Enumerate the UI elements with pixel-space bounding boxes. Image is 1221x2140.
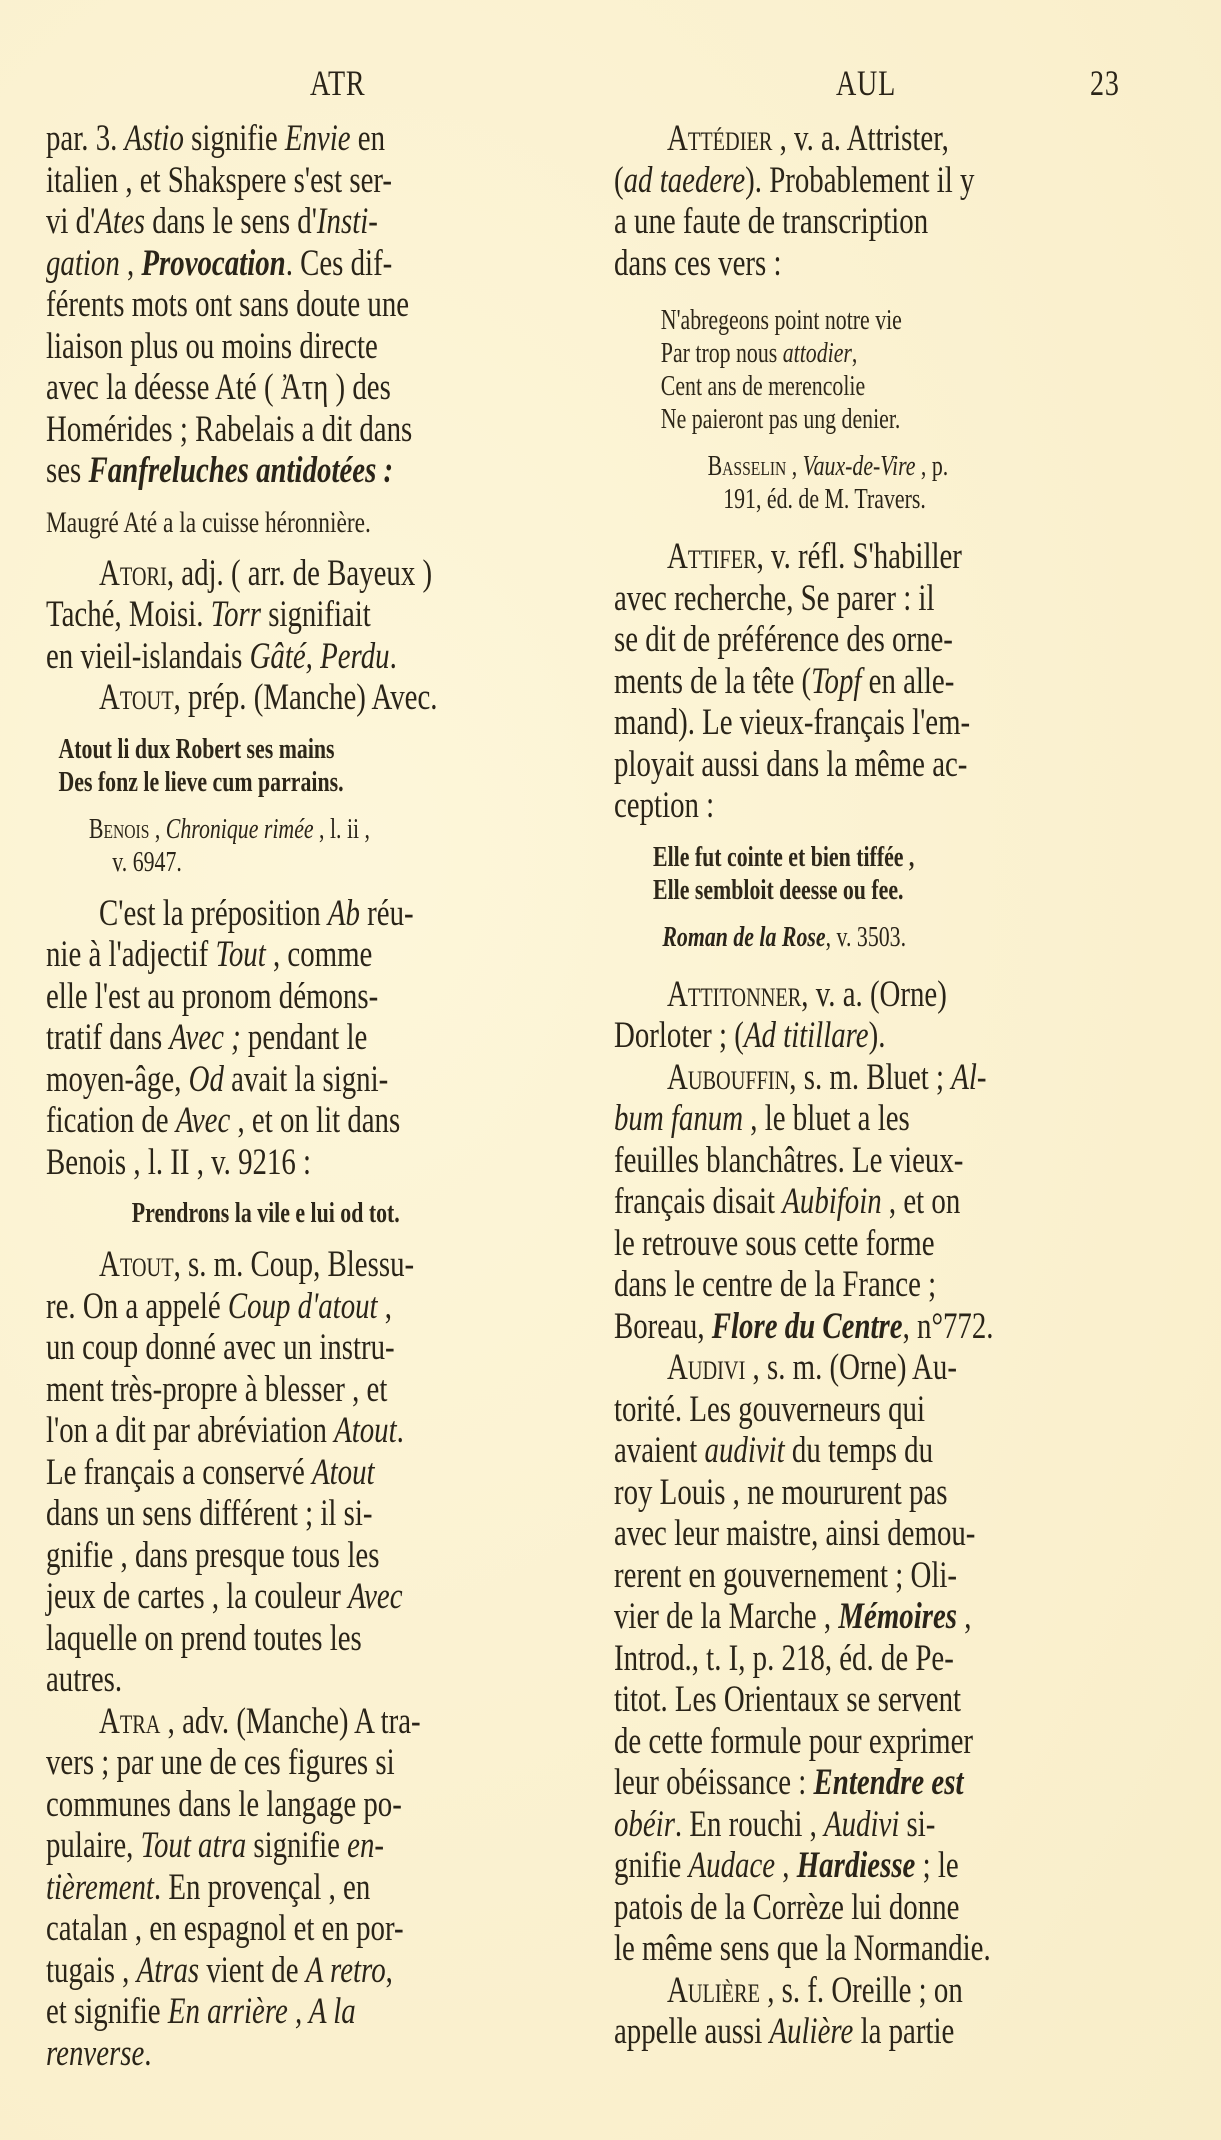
text-line: Atori, adj. ( arr. de Bayeux ): [99, 552, 433, 594]
text-line: dans un sens différent ; il si-: [46, 1493, 373, 1534]
page-number: 23: [1090, 63, 1120, 103]
text-line: rerent en gouvernement ; Oli-: [614, 1554, 957, 1596]
text-line: catalan , en espagnol et en por-: [46, 1908, 404, 1949]
text-line: avec la déesse Até ( Ἀτη ) des: [46, 367, 391, 408]
verse-line: Atout li dux Robert ses mains: [58, 733, 335, 765]
text-line: laquelle on prend toutes les: [46, 1617, 362, 1659]
text-line: Introd., t. I, p. 218, éd. de Pe-: [614, 1637, 954, 1679]
headword: Audivi: [667, 1347, 746, 1388]
text-line: avec leur maistre, ainsi demou-: [614, 1513, 976, 1554]
text-line: Le français a conservé Atout: [46, 1451, 375, 1493]
entry-attifer: [614, 536, 1144, 827]
text-line: re. On a appelé Coup d'atout ,: [46, 1285, 393, 1327]
text-line: l'on a dit par abréviation Atout.: [46, 1410, 404, 1451]
text-line: jeux de cartes , la couleur Avec: [46, 1576, 403, 1617]
verse-line: N'abregeons point notre vie: [660, 305, 902, 336]
text-line: Dorloter ; (Ad titillare).: [614, 1015, 886, 1056]
citation: [89, 813, 576, 879]
text-line: ception :: [614, 785, 715, 826]
verse-line: Cent ans de merencolie: [660, 371, 866, 402]
entry-auliere: [614, 1970, 1144, 2053]
text-line: autres.: [46, 1659, 123, 1700]
right-column: [614, 118, 1144, 2053]
verse-line: Elle sembloit deesse ou fee.: [653, 874, 904, 906]
text-line: Atra , adv. (Manche) A tra-: [99, 1700, 421, 1742]
verse-quote: Maugré Até a la cuisse héronnière.: [46, 505, 371, 539]
text-line: a une faute de transcription: [614, 201, 929, 242]
text-line: Attitonner, v. a. (Orne): [667, 973, 947, 1015]
headword: Atout: [99, 677, 174, 718]
text-line: dans le centre de la France ;: [614, 1264, 937, 1305]
text-line: Atout, prép. (Manche) Avec.: [99, 677, 438, 718]
text-line: se dit de préférence des orne-: [614, 619, 953, 660]
text-line: bum fanum , le bluet a les: [614, 1098, 910, 1139]
verse-line: Des fonz le lieve cum parrains.: [58, 766, 344, 798]
running-head-left: ATR: [310, 63, 366, 103]
text-line: appelle aussi Aulière la partie: [614, 2011, 955, 2052]
text-line: ses Fanfreluches antidotées :: [46, 450, 394, 491]
text-line: vi d'Ates dans le sens d'Insti-: [46, 201, 378, 242]
verse-quote: [58, 733, 576, 799]
text-line: (ad taedere). Probablement il y: [614, 159, 975, 201]
text-line: roy Louis , ne moururent pas: [614, 1471, 948, 1513]
text-line: avaient audivit du temps du: [614, 1430, 934, 1471]
text-line: Homérides ; Rabelais a dit dans: [46, 408, 413, 450]
verse-quote: [661, 304, 1145, 436]
text-line: Boreau, Flore du Centre, n°772.: [614, 1305, 994, 1347]
entry-attitonner: [614, 974, 1144, 1057]
text-line: pulaire, Tout atra signifie en-: [46, 1825, 385, 1866]
text-line: gnifie , dans presque tous les: [46, 1534, 380, 1576]
text-line: Aubouffin, s. m. Bluet ; Al-: [667, 1056, 987, 1098]
verse-line: Ne paieront pas ung denier.: [660, 404, 901, 435]
running-head-right: AUL: [836, 63, 897, 103]
text-line: feuilles blanchâtres. Le vieux-: [614, 1139, 964, 1181]
left-column: [46, 118, 576, 2074]
text-line: vers ; par une de ces figures si: [46, 1742, 395, 1783]
text-line: tugais , Atras vient de A retro,: [46, 1949, 393, 1991]
citation: [708, 450, 1145, 516]
text-line: de cette formule pour exprimer: [614, 1720, 973, 1762]
text-line: Basselin , Vaux-de-Vire , p.: [707, 451, 949, 482]
headword: Aubouffin: [667, 1056, 790, 1098]
headword: Aulière: [667, 1969, 760, 2011]
text-line: moyen-âge, Od avait la signi-: [46, 1058, 389, 1100]
text-line: français disait Aubifoin , et on: [614, 1181, 961, 1222]
text-line: tièrement. En provençal , en: [46, 1866, 371, 1908]
entry-atori: [46, 553, 576, 678]
text-line: 191, éd. de M. Travers.: [723, 484, 926, 515]
text-line: tratif dans Avec ; pendant le: [46, 1017, 368, 1058]
headword: Attitonner: [667, 973, 802, 1015]
entry-atout-noun: [46, 1244, 576, 1701]
text-line: le même sens que la Normandie.: [614, 1928, 991, 1969]
text-line: fication de Avec , et on lit dans: [46, 1100, 401, 1141]
verse-quote: Prendrons la vile e lui od tot.: [131, 1198, 400, 1229]
text-line: leur obéissance : Entendre est: [614, 1762, 964, 1803]
text-line: C'est la préposition Ab réu-: [99, 892, 414, 934]
text-line: italien , et Shakspere s'est ser-: [46, 159, 393, 201]
citation: [662, 921, 1144, 954]
headword: Attédier: [667, 118, 773, 159]
text-line: vier de la Marche , Mémoires ,: [614, 1596, 972, 1637]
text-line: ments de la tête (Topf en alle-: [614, 660, 955, 702]
entry-aubouffin: [614, 1057, 1144, 1348]
text-line: torité. Les gouverneurs qui: [614, 1388, 925, 1430]
text-line: renverse.: [46, 2032, 152, 2074]
text-line: patois de la Corrèze lui donne: [614, 1886, 960, 1928]
headword: Atori: [99, 552, 167, 594]
text-line: ployait aussi dans la même ac-: [614, 743, 968, 785]
text-line: le retrouve sous cette forme: [614, 1222, 935, 1264]
paragraph-ate-continued: [46, 118, 576, 492]
text-line: férents mots ont sans doute une: [46, 284, 410, 325]
verse-line: Par trop nous attodier,: [660, 338, 858, 369]
entry-attedier: [614, 118, 1144, 284]
text-line: en vieil-islandais Gâté, Perdu.: [46, 635, 397, 677]
text-line: obéir. En rouchi , Audivi si-: [614, 1803, 936, 1845]
entry-audivi: [614, 1347, 1144, 1970]
text-line: Atout, s. m. Coup, Blessu-: [99, 1244, 415, 1285]
text-line: Attédier , v. a. Attrister,: [667, 118, 949, 159]
text-line: nie à l'adjectif Tout , comme: [46, 934, 373, 975]
text-line: et signifie En arrière , A la: [46, 1991, 356, 2032]
text-line: dans ces vers :: [614, 242, 782, 284]
verse-line: Elle fut cointe et bien tiffée ,: [653, 841, 915, 873]
text-line: liaison plus ou moins directe: [46, 325, 378, 367]
text-line: v. 6947.: [112, 846, 182, 878]
text-line: titot. Les Orientaux se servent: [614, 1679, 962, 1720]
text-line: gnifie Audace , Hardiesse ; le: [614, 1845, 959, 1886]
text-line: Benois , Chronique rimée , l. ii ,: [88, 813, 371, 845]
entry-atra: [46, 1701, 576, 2075]
text-line: mand). Le vieux-français l'em-: [614, 702, 971, 743]
headword: Atout: [99, 1244, 174, 1285]
text-line: avec recherche, Se parer : il: [614, 577, 935, 619]
text-line: un coup donné avec un instru-: [46, 1327, 395, 1368]
text-line: Benois , l. II , v. 9216 :: [46, 1141, 312, 1183]
text-line: Attifer, v. réfl. S'habiller: [667, 536, 962, 577]
text-line: Taché, Moisi. Torr signifiait: [46, 594, 371, 635]
text-line: elle l'est au pronom démons-: [46, 975, 379, 1017]
headword: Attifer: [667, 536, 757, 577]
text-line: par. 3. Astio signifie Envie en: [46, 118, 386, 159]
text-line: Audivi , s. m. (Orne) Au-: [667, 1347, 957, 1388]
text-line: Aulière , s. f. Oreille ; on: [667, 1969, 963, 2011]
headword: Atra: [99, 1700, 161, 1742]
text-line: gation , Provocation. Ces dif-: [46, 242, 393, 284]
text-line: Roman de la Rose, v. 3503.: [662, 921, 907, 953]
entry-atout-prep: [46, 677, 576, 719]
text-line: communes dans le langage po-: [46, 1783, 402, 1825]
paragraph-ab-tout: [46, 893, 576, 1184]
verse-quote: [653, 841, 1144, 907]
text-line: ment très-propre à blesser , et: [46, 1368, 388, 1410]
